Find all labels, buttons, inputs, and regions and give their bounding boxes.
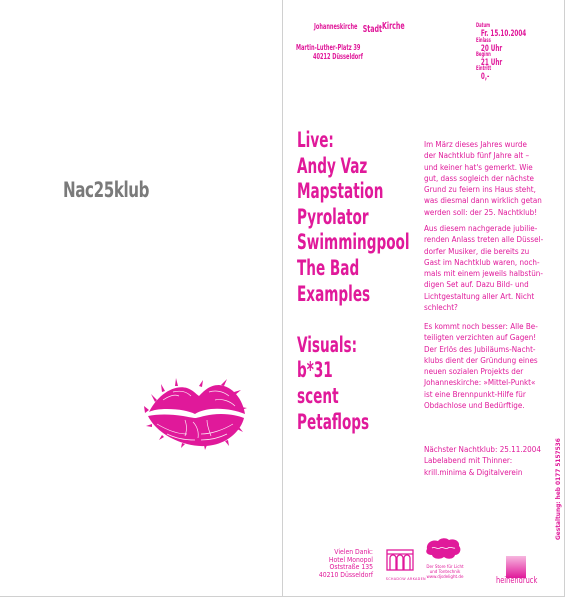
fold-line (282, 0, 283, 597)
lineup-artist: Examples (297, 281, 371, 306)
thanks-hotel: Hotel Monopol (328, 555, 373, 564)
lineup-visuals-heading: Visuals: (297, 332, 358, 357)
text-line: Grund zu feiern ins Haus steht, (424, 185, 536, 195)
djs-delight-logo (424, 537, 466, 580)
text-line: dorfer Musiker, die bereits zu (424, 246, 530, 256)
lineup-artist: The Bad (297, 255, 360, 280)
splash-icon (424, 537, 462, 561)
text-line: werden soll: der 25. Nachtklub! (424, 207, 538, 217)
text-line: schlecht? (424, 303, 458, 313)
info-entry (476, 65, 491, 82)
text-line: digen Set auf. Dazu Bild- und (424, 280, 529, 290)
venue-name-small: Johanneskirche (314, 22, 358, 31)
text-line: ist eine Brennpunkt-Hilfe für (424, 389, 526, 399)
info-entry-label: Eintritt (476, 65, 492, 72)
info-date-label: Datum (476, 22, 491, 29)
occasion-paragraph (424, 223, 554, 313)
nachtklub-logo: Nac25klub (63, 178, 150, 202)
thanks-street: Oststraße 135 (329, 563, 373, 572)
text-line: renden Anlass treten alle Düssel- (424, 235, 544, 245)
info-date-value: Fr. 15.10.2004 (480, 29, 527, 39)
lineup-visual-artist: scent (297, 383, 339, 408)
design-credit: Gestaltung: heb 0177 5157536 (554, 438, 562, 540)
text-line: gut, dass sogleich der nächste (424, 173, 534, 183)
text-line: Labelabend mit Thinner: (424, 456, 513, 466)
thanks-heading: Vielen Dank: (334, 548, 373, 556)
text-line: klubs dient der Gründung eines (424, 355, 538, 365)
intro-paragraph (424, 139, 554, 218)
text-line: neuen sozialen Projekts der (424, 367, 524, 377)
thanks-block (315, 549, 373, 579)
text-line: Es kommt noch besser: Alle Be- (424, 322, 538, 331)
lineup-artist: Swimmingpool (297, 230, 410, 255)
text-line: Der Erlös des Jubiläums-Nacht- (424, 344, 536, 354)
text-line: mals mit einem jeweils halbstün- (424, 269, 543, 279)
text-line: Johanneskirche: »Mittel-Punkt« (424, 378, 536, 388)
lineup-visual-artist: Petaflops (297, 409, 370, 434)
lineup-artist: Pyrolator (297, 204, 369, 229)
schadow-arkaden-text: SCHADOW ARKADEN (385, 576, 426, 581)
text-line: Obdachlose und Bedürftige. (424, 401, 525, 411)
text-line: krill.minima & Digitalverein (424, 467, 523, 477)
schadow-arkaden-logo (385, 548, 426, 581)
info-start-label: Beginn (476, 51, 491, 58)
venue-street: Martin-Luther-Platz 39 (296, 43, 361, 52)
text-line: Gast im Nachtklub waren, noch- (424, 257, 540, 267)
arcade-icon (385, 548, 415, 572)
charity-paragraph (424, 321, 554, 411)
info-admission-label: Einlass (476, 37, 491, 44)
heinendruck-text: heinendruck (496, 576, 538, 586)
lineup-artist: Mapstation (297, 179, 384, 204)
info-start-value: 21 Uhr (480, 58, 503, 68)
lineup-live-heading: Live: (297, 128, 334, 152)
lineup (297, 128, 410, 435)
text-line: Im März dieses Jahres wurde (424, 140, 527, 149)
heinendruck-block-icon (506, 556, 526, 578)
info-admission-value: 20 Uhr (480, 44, 503, 54)
text-line: und keiner hat's gemerkt. Wie (424, 162, 533, 172)
text-line: Lichtgestaltung aller Art. Nicht (424, 291, 535, 301)
lineup-visual-artist: b*31 (297, 358, 333, 383)
thanks-city: 40210 Düsseldorf (318, 570, 373, 579)
text-line: Nächster Nachtklub: 25.11.2004 (424, 445, 541, 454)
text-line: der Nachtklub fünf Jahre alt – (424, 151, 530, 161)
venue-name-kirche: Kirche (382, 21, 405, 32)
kiss-lips-image (143, 376, 248, 450)
text-line: Aus diesem nachgerade jubilie- (424, 224, 538, 233)
djs-delight-line2: und Tontechnik (429, 570, 461, 575)
text-line: was diesmal dann wirklich getan (424, 196, 542, 206)
djs-delight-url: www.djsdelight.de (426, 575, 464, 580)
venue-city: 40212 Düsseldorf (313, 52, 363, 61)
text-line: teiligten verzichten auf Gagen! (424, 333, 537, 343)
lineup-artist: Andy Vaz (297, 153, 368, 178)
venue-name (314, 22, 405, 33)
info-entry-value: 0,- (480, 72, 490, 82)
djs-delight-line1: Der Store für Licht (426, 565, 464, 570)
lineup-spacer (297, 307, 410, 333)
next-event-paragraph (424, 444, 554, 478)
venue-name-stadt: Stadt (362, 24, 383, 35)
